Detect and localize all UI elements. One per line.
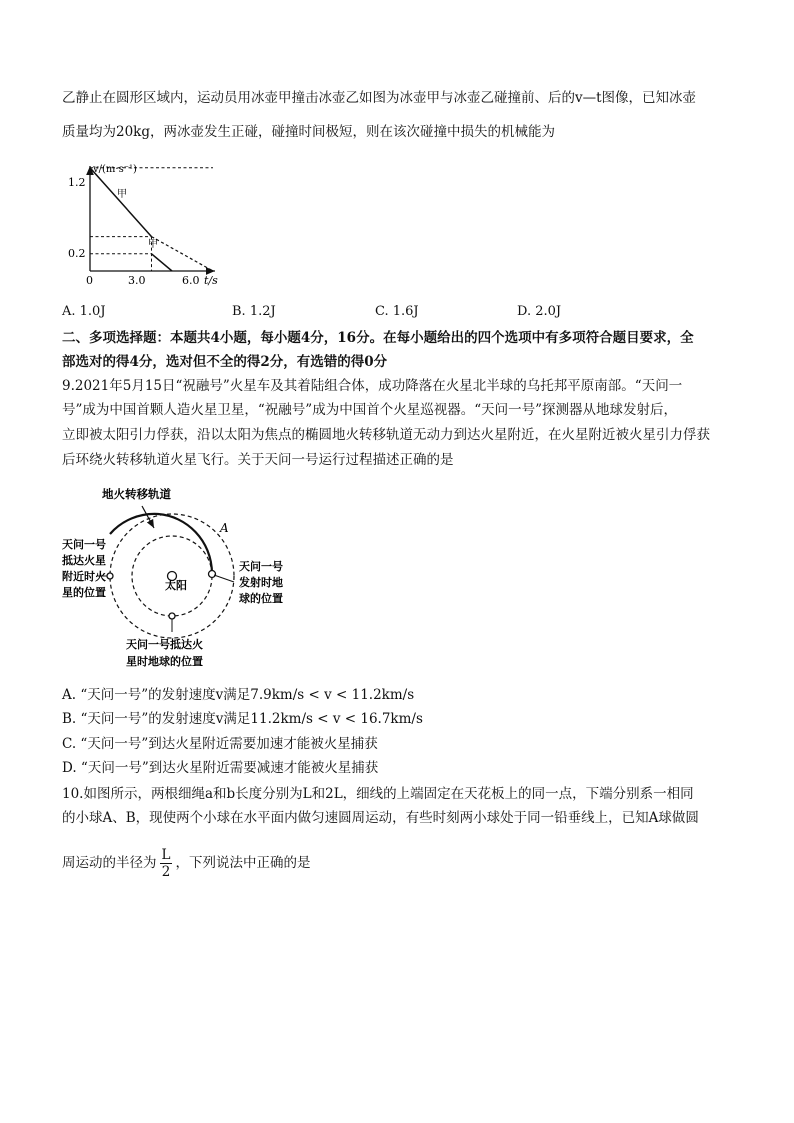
launch-position-label-1: 天问一号 (239, 560, 283, 573)
fraction-numerator: L (161, 847, 171, 863)
q8-option-b: B. 1.2J (232, 304, 276, 319)
mars-arrival-position (107, 573, 113, 579)
series-label-jia-after: 甲 (148, 239, 158, 250)
earth-launch-leader (214, 575, 234, 582)
vt-data-marks (90, 168, 213, 271)
q9-text-line-4: 后环绕火转移轨道火星飞行。关于天问一号运行过程描述正确的是 (62, 452, 454, 468)
mars-position-label-2: 抵达火星 (62, 554, 106, 567)
series-label-jia-before: 甲 (117, 189, 127, 200)
q9-text-line-3: 立即被太阳引力俘获，沿以太阳为焦点的椭圆地火转移轨道无动力到达火星附近，在火星附近被火星引力俘获 (62, 427, 710, 443)
q9-option-c: C. “天问一号”到达火星附近需要加速才能被火星捕获 (62, 736, 378, 752)
series-after-collision-line (152, 254, 173, 271)
transfer-orbit-leader (142, 506, 154, 528)
q8-option-d: D. 2.0J (517, 304, 562, 319)
q9-option-d: D. “天问一号”到达火星附近需要减速才能被火星捕获 (62, 760, 379, 776)
fraction-denominator: 2 (161, 864, 171, 880)
q10-text-line-2: 的小球A、B，现使两个小球在水平面内做匀速圆周运动，有些时刻两小球处于同一铅垂线上，已知A球做圆 (62, 810, 699, 826)
q10-line-3-end: ，下列说法中正确的是 (175, 855, 311, 871)
tick-label-6-0: 6.0 (182, 274, 200, 287)
mars-position-label-3: 附近时火 (62, 570, 106, 583)
launch-position-label-2: 发射时地 (239, 576, 283, 589)
q9-text-line-1: 9.2021年5月15日“祝融号”火星车及其着陆组合体，成功降落在火星北半球的乌托邦平原南部。“天问一 (62, 378, 683, 394)
orbit-diagram (62, 478, 312, 673)
q9-option-b: B. “天问一号”的发射速度v满足11.2km/s < v < 16.7km/s (62, 711, 423, 727)
sun-label: 太阳 (165, 579, 187, 592)
section-2-heading-line-2: 部选对的得4分，选对但不全的得2分，有选错的得0分 (62, 354, 388, 370)
mars-position-label-1: 天问一号 (62, 538, 106, 551)
tick-label-origin: 0 (86, 274, 93, 287)
point-a-label: A (220, 521, 229, 535)
q8-text-line-2: 质量均为20kg，两冰壶发生正碰，碰撞时间极短，则在该次碰撞中损失的机械能为 (62, 124, 555, 140)
q10-text-line-3 (62, 846, 310, 880)
earth-arrival-label-1: 天问一号抵达火 (126, 638, 203, 651)
q8-option-a: A. 1.0J (62, 304, 106, 319)
earth-launch-position (209, 571, 216, 578)
q10-text-line-1: 10.如图所示，两根细绳a和b长度分别为L和2L，细线的上端固定在天花板上的同一点，下端分别系一相同 (62, 786, 694, 802)
transfer-orbit-label: 地火转移轨道 (102, 487, 171, 501)
q8-option-c: C. 1.6J (375, 304, 419, 319)
earth-arrival-label-2: 星时地球的位置 (126, 655, 203, 668)
series-jia-before-line (90, 168, 152, 237)
tick-label-3-0: 3.0 (128, 274, 146, 287)
vt-graph (62, 160, 232, 295)
section-2-heading-line-1: 二、多项选择题：本题共4小题，每小题4分，16分。在每小题给出的四个选项中有多项符合题目要求，全 (62, 330, 694, 346)
y-axis-label: v/(m·s⁻¹) (93, 164, 137, 175)
x-axis-label: t/s (204, 274, 218, 287)
tick-label-1-2: 1.2 (68, 176, 86, 189)
tick-label-0-2: 0.2 (68, 247, 86, 260)
earth-arrival-position (169, 613, 175, 619)
q9-option-a: A. “天问一号”的发射速度v满足7.9km/s < v < 11.2km/s (62, 687, 415, 703)
q8-text-line-1: 乙静止在圆形区域内，运动员用冰壶甲撞击冰壶乙如图为冰壶甲与冰壶乙碰撞前、后的v—t图像，已知冰壶 (62, 90, 697, 106)
q9-text-line-2: 号”成为中国首颗人造火星卫星，“祝融号”成为中国首个火星巡视器。“天问一号”探测器从地球发射后， (62, 402, 678, 418)
mars-position-label-4: 星的位置 (62, 586, 106, 599)
radius-fraction (160, 847, 173, 880)
series-jia-extension-line (152, 237, 214, 271)
launch-position-label-3: 球的位置 (239, 592, 283, 605)
transfer-orbit-arc (110, 514, 212, 574)
q10-line-3-start: 周运动的半径为 (62, 855, 157, 871)
